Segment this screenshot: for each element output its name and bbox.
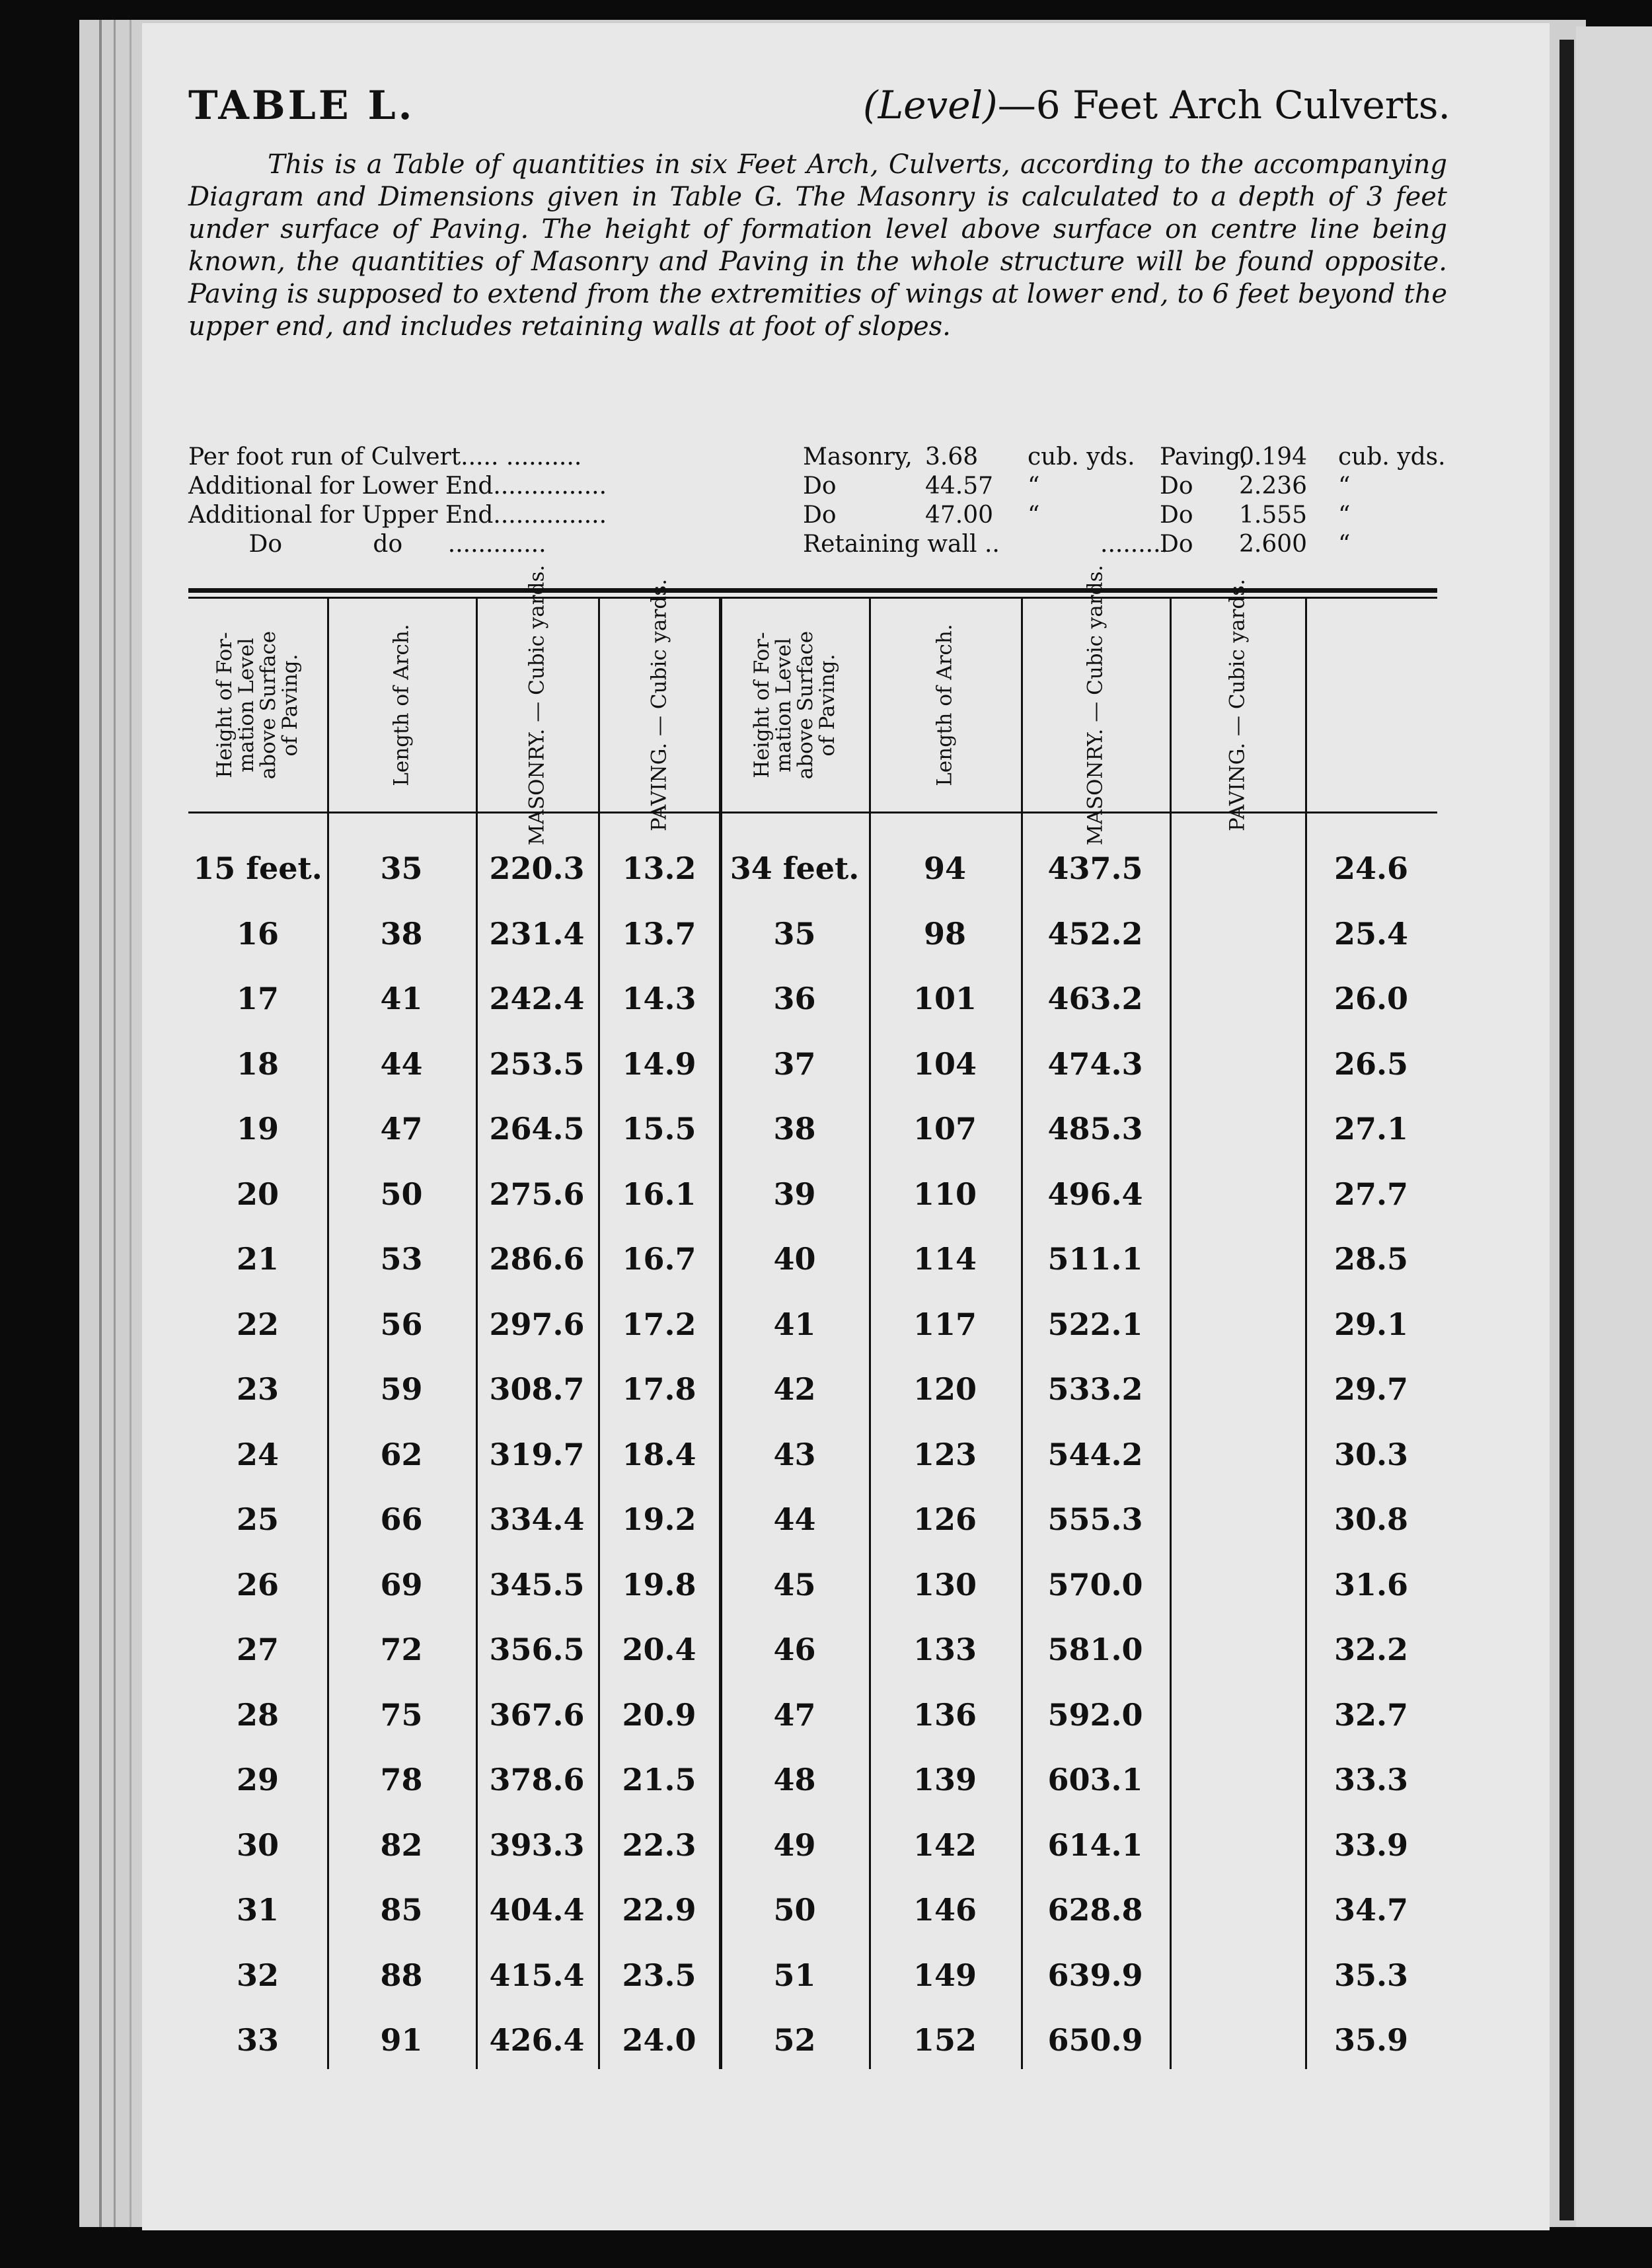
page-edge xyxy=(99,20,102,2227)
page-edge xyxy=(130,20,131,2227)
table-cell: 26 xyxy=(236,1566,279,1603)
table-cell: 91 xyxy=(380,2022,423,2058)
table-body xyxy=(188,836,1437,2073)
header-dash: — xyxy=(525,701,548,722)
table-row xyxy=(188,901,1437,967)
summary-row xyxy=(188,443,1450,472)
table-cell: 34.7 xyxy=(1333,1892,1409,1928)
header-height-2 xyxy=(720,600,869,810)
intro-paragraph: This is a Table of quantities in six Feet Arch, Culverts, according to the accompanying Diagram and Dimensions given in Table G. The Masonry is calculated to a depth of 3 feet under surface of Paving. The height of formation level above surface on centre line being known, the quantities of Masonry and Paving in the whole structure will be found opposite. Paving is supposed to extend from the extremities of wings at lower end, to 6 feet beyond the upper end, and includes retaining walls at foot of slopes. xyxy=(188,149,1447,342)
table-cell: 36 xyxy=(773,981,816,1016)
table-row xyxy=(188,1487,1437,1552)
table-cell: 452.2 xyxy=(1047,915,1143,952)
table-cell: 152 xyxy=(913,2022,977,2058)
table-cell: 334.4 xyxy=(489,1501,585,1537)
summary-material-2: Do xyxy=(1160,502,1193,529)
page-header xyxy=(188,83,1450,135)
table-cell: 133 xyxy=(913,1632,977,1667)
table-row xyxy=(188,1747,1437,1813)
table-cell: 29.7 xyxy=(1333,1371,1409,1407)
table-cell: 570.0 xyxy=(1047,1566,1143,1603)
table-cell: 56 xyxy=(380,1306,423,1342)
header-line: PAVING. xyxy=(647,742,671,831)
table-cell: 85 xyxy=(380,1892,423,1928)
table-cell: 32 xyxy=(236,1957,279,1993)
table-cell: 66 xyxy=(380,1501,423,1537)
header-line: mation Level xyxy=(771,638,796,773)
table-cell: 30 xyxy=(236,1827,279,1863)
summary-label: Do do ............. xyxy=(188,531,546,558)
table-cell: 62 xyxy=(380,1436,423,1472)
table-cell: 35.9 xyxy=(1333,2022,1409,2058)
table-cell: 28 xyxy=(236,1696,279,1733)
table-cell: 581.0 xyxy=(1047,1632,1143,1667)
table-cell: 27 xyxy=(236,1632,279,1667)
summary-material: Do xyxy=(803,502,837,529)
table-cell: 474.3 xyxy=(1047,1045,1143,1082)
table-cell: 21.5 xyxy=(622,1762,696,1797)
summary-value: 44.57 xyxy=(925,472,994,500)
header-line: Cubic yards. xyxy=(1225,579,1249,710)
table-row xyxy=(188,1096,1437,1162)
table-cell: 522.1 xyxy=(1047,1306,1143,1342)
header-line: MASONRY. xyxy=(525,728,548,846)
table-row xyxy=(188,1162,1437,1227)
table-cell: 15.5 xyxy=(622,1111,696,1147)
header-dash: — xyxy=(647,715,671,736)
summary-material: Retaining wall .. xyxy=(803,531,1000,558)
table-cell: 20.4 xyxy=(622,1632,696,1667)
summary-unit-2: “ xyxy=(1338,502,1351,529)
table-cell: 23 xyxy=(236,1371,279,1407)
table-cell: 33.9 xyxy=(1333,1827,1409,1863)
header-line: of Paving. xyxy=(815,654,839,757)
header-line: of Paving. xyxy=(278,654,302,757)
table-cell: 22 xyxy=(236,1306,279,1342)
table-cell: 47 xyxy=(773,1696,816,1733)
table-cell: 308.7 xyxy=(489,1371,585,1407)
table-cell: 22.3 xyxy=(622,1827,696,1863)
table-cell: 28.5 xyxy=(1333,1241,1409,1277)
header-line: Cubic yards. xyxy=(647,579,671,710)
table-row xyxy=(188,2008,1437,2073)
table-cell: 30.3 xyxy=(1333,1436,1409,1472)
table-cell: 220.3 xyxy=(489,850,585,886)
table-cell: 15 feet. xyxy=(193,850,322,886)
table-cell: 27.7 xyxy=(1333,1176,1409,1212)
header-height xyxy=(188,600,327,810)
table-cell: 426.4 xyxy=(489,2022,585,2058)
header-line: above Surface xyxy=(793,630,817,780)
table-cell: 367.6 xyxy=(489,1696,585,1733)
table-cell: 253.5 xyxy=(489,1045,585,1082)
table-cell: 59 xyxy=(380,1371,423,1407)
table-cell: 32.7 xyxy=(1333,1696,1409,1733)
table-cell: 98 xyxy=(923,915,966,952)
table-cell: 286.6 xyxy=(489,1241,585,1277)
header-line: Height of For- xyxy=(213,632,237,778)
table-cell: 72 xyxy=(380,1632,423,1667)
table-cell: 42 xyxy=(773,1371,816,1407)
table-cell: 17.2 xyxy=(622,1306,696,1342)
table-top-rule-thin xyxy=(188,597,1437,599)
table-label: TABLE L. xyxy=(188,83,415,129)
table-cell: 130 xyxy=(913,1566,977,1603)
header-line: Length of Arch. xyxy=(932,624,957,786)
header-line: MASONRY. xyxy=(1083,728,1107,846)
table-cell: 94 xyxy=(923,850,966,886)
summary-value-2: 2.600 xyxy=(1239,531,1308,558)
table-cell: 114 xyxy=(913,1241,977,1277)
table-cell: 69 xyxy=(380,1566,423,1603)
table-cell: 104 xyxy=(913,1045,977,1082)
table-row xyxy=(188,1552,1437,1618)
table-cell: 35 xyxy=(773,915,816,952)
table-cell: 628.8 xyxy=(1047,1892,1143,1928)
table-cell: 16 xyxy=(236,915,279,952)
table-cell: 17.8 xyxy=(622,1371,696,1407)
table-row xyxy=(188,1682,1437,1748)
summary-label: Additional for Upper End............... xyxy=(188,502,607,529)
table-cell: 19 xyxy=(236,1111,279,1147)
header-line: Cubic yards. xyxy=(1083,564,1107,695)
summary-unit: “ xyxy=(1028,472,1040,500)
table-cell: 614.1 xyxy=(1047,1827,1143,1863)
table-cell: 41 xyxy=(380,981,423,1016)
table-cell: 437.5 xyxy=(1047,850,1143,886)
summary-unit: cub. yds. xyxy=(1028,443,1135,471)
header-paving-2 xyxy=(1170,579,1305,831)
summary-label: Per foot run of Culvert..... .......... xyxy=(188,443,582,471)
table-cell: 33.3 xyxy=(1333,1762,1409,1797)
table-cell: 25.4 xyxy=(1333,915,1409,952)
table-cell: 31 xyxy=(236,1892,279,1928)
table-cell: 26.5 xyxy=(1333,1045,1409,1082)
table-cell: 29.1 xyxy=(1333,1306,1409,1342)
table-cell: 45 xyxy=(773,1566,816,1603)
table-cell: 13.7 xyxy=(622,915,696,952)
table-title xyxy=(863,83,1450,128)
table-cell: 415.4 xyxy=(489,1957,585,1993)
table-cell: 44 xyxy=(380,1045,423,1082)
header-line: mation Level xyxy=(235,638,258,773)
table-cell: 297.6 xyxy=(489,1306,585,1342)
table-cell: 110 xyxy=(913,1176,977,1212)
summary-value: 3.68 xyxy=(925,443,979,471)
table-cell: 123 xyxy=(913,1436,977,1472)
header-line: PAVING. xyxy=(1225,742,1249,831)
table-cell: 16.7 xyxy=(622,1241,696,1277)
table-cell: 231.4 xyxy=(489,915,585,952)
table-cell: 18 xyxy=(236,1045,279,1082)
summary-label: Additional for Lower End............... xyxy=(188,472,607,500)
table-cell: 75 xyxy=(380,1696,423,1733)
table-row xyxy=(188,1422,1437,1488)
table-cell: 24 xyxy=(236,1436,279,1472)
table-header-rule xyxy=(188,812,1437,813)
summary-unit-2: cub. yds. xyxy=(1338,443,1446,471)
table-row xyxy=(188,966,1437,1032)
table-cell: 30.8 xyxy=(1333,1501,1409,1537)
table-row xyxy=(188,1357,1437,1422)
header-line: Height of For- xyxy=(749,632,774,778)
table-cell: 24.6 xyxy=(1333,850,1409,886)
table-row xyxy=(188,1292,1437,1357)
table-cell: 592.0 xyxy=(1047,1696,1143,1733)
table-cell: 39 xyxy=(773,1176,816,1212)
table-cell: 14.9 xyxy=(622,1045,696,1082)
table-cell: 37 xyxy=(773,1045,816,1082)
header-length-2 xyxy=(869,600,1021,810)
table-row xyxy=(188,1227,1437,1292)
table-cell: 639.9 xyxy=(1047,1957,1143,1993)
summary-material: Masonry, xyxy=(803,443,913,471)
page-gutter xyxy=(1559,40,1574,2220)
summary-row xyxy=(188,472,1450,501)
summary-unit-2: “ xyxy=(1338,472,1351,500)
table-row xyxy=(188,1877,1437,1943)
summary-value-2: 0.194 xyxy=(1239,443,1308,471)
table-cell: 275.6 xyxy=(489,1176,585,1212)
header-dash: — xyxy=(1225,715,1249,736)
summary-material-2: Do xyxy=(1160,472,1193,500)
table-cell: 126 xyxy=(913,1501,977,1537)
table-cell: 38 xyxy=(380,915,423,952)
table-cell: 40 xyxy=(773,1241,816,1277)
table-cell: 25 xyxy=(236,1501,279,1537)
table-cell: 393.3 xyxy=(489,1827,585,1863)
table-cell: 19.8 xyxy=(622,1566,696,1603)
table-cell: 136 xyxy=(913,1696,977,1733)
header-dash: — xyxy=(1083,701,1107,722)
table-cell: 139 xyxy=(913,1762,977,1797)
summary-block xyxy=(188,443,1450,559)
table-cell: 319.7 xyxy=(489,1436,585,1472)
header-paving xyxy=(598,579,720,831)
table-cell: 24.0 xyxy=(622,2022,696,2058)
table-cell: 404.4 xyxy=(489,1892,585,1928)
table-cell: 49 xyxy=(773,1827,816,1863)
table-cell: 53 xyxy=(380,1241,423,1277)
table-cell: 46 xyxy=(773,1632,816,1667)
table-cell: 51 xyxy=(773,1957,816,1993)
table-cell: 17 xyxy=(236,981,279,1016)
table-cell: 27.1 xyxy=(1333,1111,1409,1147)
table-cell: 378.6 xyxy=(489,1762,585,1797)
table-cell: 107 xyxy=(913,1111,977,1147)
summary-material-2: Do xyxy=(1160,531,1193,558)
summary-row xyxy=(188,530,1450,559)
table-cell: 13.2 xyxy=(622,850,696,886)
header-line: above Surface xyxy=(256,630,280,780)
table-cell: 31.6 xyxy=(1333,1566,1409,1603)
table-row xyxy=(188,1032,1437,1097)
quantities-table xyxy=(188,564,1437,2068)
table-cell: 41 xyxy=(773,1306,816,1342)
table-cell: 146 xyxy=(913,1892,977,1928)
table-cell: 14.3 xyxy=(622,981,696,1016)
table-cell: 43 xyxy=(773,1436,816,1472)
facing-page-edge xyxy=(1576,26,1652,2227)
table-cell: 356.5 xyxy=(489,1632,585,1667)
table-cell: 120 xyxy=(913,1371,977,1407)
table-cell: 603.1 xyxy=(1047,1762,1143,1797)
summary-value-2: 1.555 xyxy=(1239,502,1308,529)
table-cell: 50 xyxy=(380,1176,423,1212)
table-cell: 101 xyxy=(913,981,977,1016)
table-cell: 496.4 xyxy=(1047,1176,1143,1212)
table-cell: 35 xyxy=(380,850,423,886)
table-cell: 38 xyxy=(773,1111,816,1147)
table-cell: 47 xyxy=(380,1111,423,1147)
table-cell: 345.5 xyxy=(489,1566,585,1603)
table-cell: 88 xyxy=(380,1957,423,1993)
table-cell: 19.2 xyxy=(622,1501,696,1537)
table-cell: 23.5 xyxy=(622,1957,696,1993)
table-row xyxy=(188,1617,1437,1682)
header-masonry-2 xyxy=(1021,564,1170,846)
table-cell: 533.2 xyxy=(1047,1371,1143,1407)
summary-material-2: Paving, xyxy=(1160,443,1248,471)
page-edge xyxy=(114,20,116,2227)
table-cell: 16.1 xyxy=(622,1176,696,1212)
table-cell: 650.9 xyxy=(1047,2022,1143,2058)
summary-unit-2: “ xyxy=(1338,531,1351,558)
summary-material: Do xyxy=(803,472,837,500)
level-word: (Level) xyxy=(862,83,998,128)
header-line: Length of Arch. xyxy=(389,624,413,786)
table-cell: 264.5 xyxy=(489,1111,585,1147)
table-top-rule xyxy=(188,588,1437,593)
table-cell: 26.0 xyxy=(1333,981,1409,1016)
table-cell: 18.4 xyxy=(622,1436,696,1472)
table-cell: 78 xyxy=(380,1762,423,1797)
table-cell: 149 xyxy=(913,1957,977,1993)
table-cell: 50 xyxy=(773,1892,816,1928)
table-cell: 142 xyxy=(913,1827,977,1863)
table-row xyxy=(188,1943,1437,2008)
summary-value-2: 2.236 xyxy=(1239,472,1308,500)
table-cell: 48 xyxy=(773,1762,816,1797)
table-cell: 463.2 xyxy=(1047,981,1143,1016)
table-cell: 20.9 xyxy=(622,1696,696,1733)
table-cell: 117 xyxy=(913,1306,977,1342)
table-cell: 544.2 xyxy=(1047,1436,1143,1472)
table-cell: 511.1 xyxy=(1047,1241,1143,1277)
header-length xyxy=(327,600,476,810)
header-line: Cubic yards. xyxy=(525,564,548,695)
table-cell: 35.3 xyxy=(1333,1957,1409,1993)
table-cell: 242.4 xyxy=(489,981,585,1016)
summary-unit: “ xyxy=(1028,502,1040,529)
table-cell: 52 xyxy=(773,2022,816,2058)
table-row xyxy=(188,1813,1437,1878)
table-cell: 34 feet. xyxy=(730,850,860,886)
header-masonry xyxy=(476,564,598,846)
title-text: —6 Feet Arch Culverts. xyxy=(997,83,1450,128)
table-row xyxy=(188,836,1437,901)
table-cell: 82 xyxy=(380,1827,423,1863)
table-cell: 22.9 xyxy=(622,1892,696,1928)
summary-value: 47.00 xyxy=(925,502,994,529)
summary-unit: ......... xyxy=(1100,531,1168,558)
table-cell: 44 xyxy=(773,1501,816,1537)
table-cell: 21 xyxy=(236,1241,279,1277)
summary-row xyxy=(188,501,1450,530)
table-cell: 32.2 xyxy=(1333,1632,1409,1667)
table-cell: 20 xyxy=(236,1176,279,1212)
table-cell: 555.3 xyxy=(1047,1501,1143,1537)
table-cell: 485.3 xyxy=(1047,1111,1143,1147)
table-cell: 33 xyxy=(236,2022,279,2058)
table-cell: 29 xyxy=(236,1762,279,1797)
